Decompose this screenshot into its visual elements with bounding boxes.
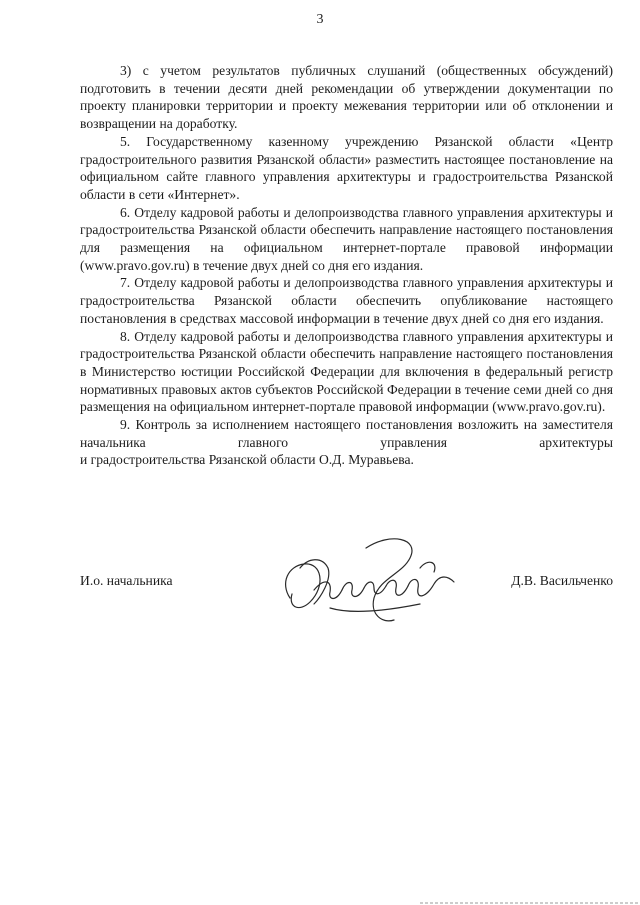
signatory-name: Д.В. Васильченко <box>511 573 613 588</box>
paragraph-item-6: 6. Отделу кадровой работы и делопроизводства главного управления архитектуры и градостроительства Рязанской области обеспечить направление настоящего постановления для размещения на официальном интернет-портале правовой информации (www.pravo.gov.ru) в течение двух дней со дня его издания. <box>80 204 613 273</box>
paragraph-item-9-continuation: и градостроительства Рязанской области О.Д. Муравьева. <box>80 452 414 468</box>
handwritten-signature <box>270 528 470 638</box>
paragraph-item-3: 3) с учетом результатов публичных слушаний (общественных обсуждений) подготовить в течении десяти дней рекомендации об утверждении документации по проекту планировки территории и проекту межевания территории или об отклонении и возвращении на доработку. <box>80 63 613 132</box>
document-body <box>80 62 613 469</box>
paragraph-item-5: 5. Государственному казенному учреждению Рязанской области «Центр градостроительного развития Рязанской области» разместить настоящее постановление на официальном сайте главного управления архитектуры и градостроительства Рязанской области в сети «Интернет». <box>80 133 613 202</box>
scan-edge-artifact <box>420 899 640 905</box>
paragraph-item-8: 8. Отделу кадровой работы и делопроизводства главного управления архитектуры и градостроительства Рязанской области обеспечить направление настоящего постановления в Министерство юстиции Российской Федерации для включения в федеральный регистр нормативных правовых актов субъектов Российской Федерации в течение семи дней со дня размещения на официальном интернет-портале правовой информации (www.pravo.gov.ru). <box>80 328 613 415</box>
paragraph-item-7: 7. Отделу кадровой работы и делопроизводства главного управления архитектуры и градостроительства Рязанской области обеспечить опубликование настоящего постановления в средствах массовой информации в течение двух дней со дня его издания. <box>80 275 613 326</box>
page-number: 3 <box>316 12 324 27</box>
paragraph-item-9: 9. Контроль за исполнением настоящего постановления возложить на заместителя начальника главного управления архитектуры <box>80 417 613 450</box>
signatory-position: И.о. начальника <box>80 573 173 588</box>
